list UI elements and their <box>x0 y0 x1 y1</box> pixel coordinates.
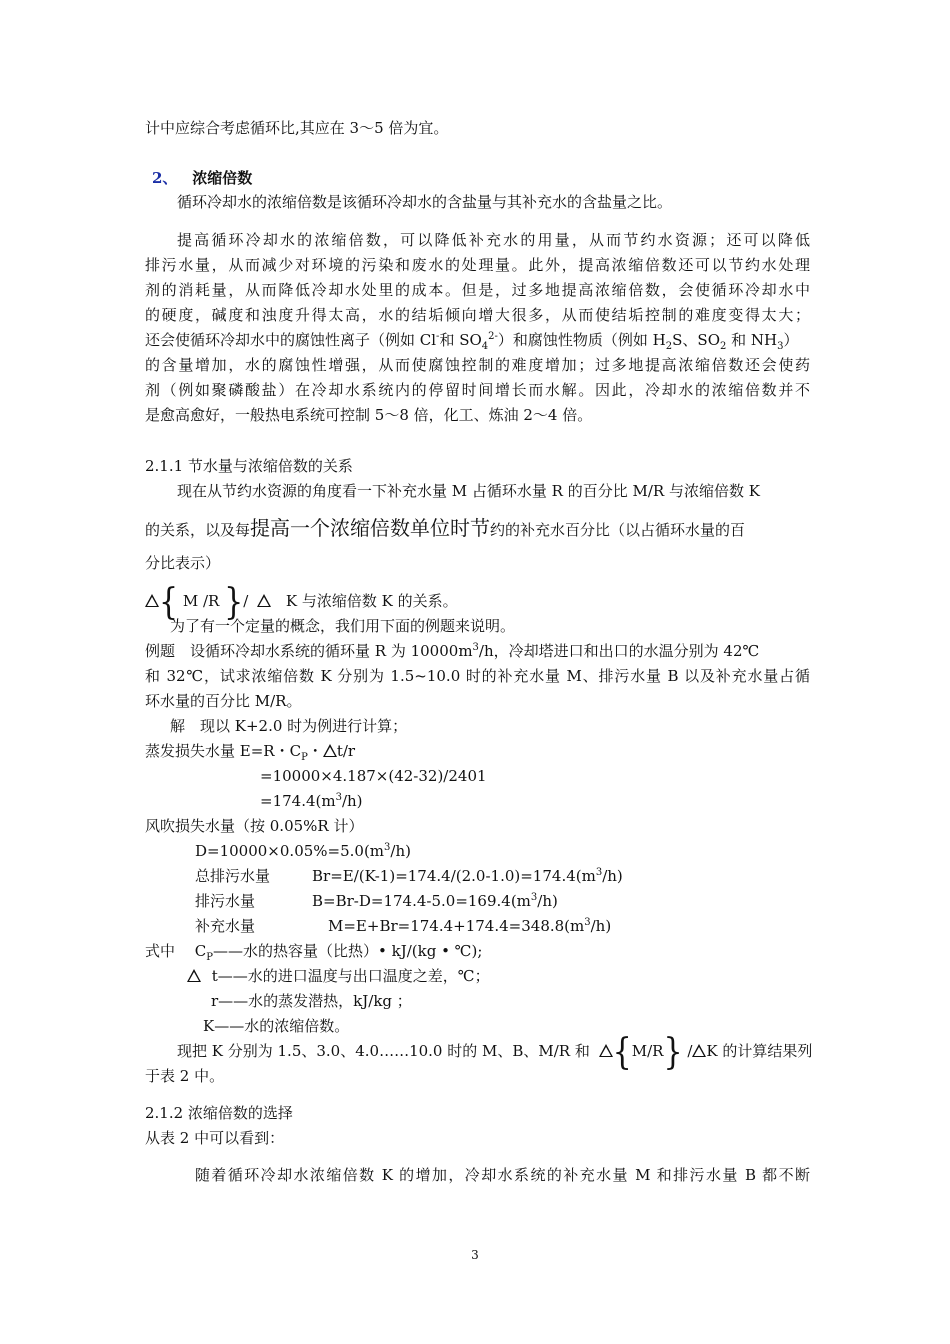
subscript: P <box>301 752 308 763</box>
subsection-heading: 2.1.1 节水量与浓缩倍数的关系 <box>145 457 353 475</box>
text-run: S、SO <box>672 331 720 349</box>
text-line: 从表 2 中可以看到： <box>145 1129 285 1147</box>
superscript: 2- <box>488 331 498 342</box>
text-run: /h) <box>537 892 558 910</box>
text-run: /h) <box>341 792 363 810</box>
text-run: 例题 设循环冷却水系统的循环量 R 为 10000m <box>145 642 473 660</box>
delta-icon <box>692 1044 706 1057</box>
text-run: Br=E/(K-1)=174.4/(2.0-1.0)=174.4(m <box>312 867 596 885</box>
section-title: 浓缩倍数 <box>192 169 253 187</box>
formula-ratio: M /R <box>182 592 220 610</box>
text-line <box>145 518 810 540</box>
formula-line: =10000×4.187×(42-32)/2401 <box>260 767 487 785</box>
text-line: 排污水量，从而减少对环境的污染和废水的处理量。此外，提高浓缩倍数还可以节约水处理 <box>145 256 810 274</box>
text-line <box>187 966 852 986</box>
text-line: 循环冷却水的浓缩倍数是该循环冷却水的含盐量与其补充水的含盐量之比。 <box>177 193 673 211</box>
formula-ratio: M/R <box>631 1042 664 1060</box>
right-bracket-icon: } <box>663 1031 683 1074</box>
formula-line <box>195 891 860 911</box>
section-number: 2、 <box>152 169 178 187</box>
delta-icon <box>599 1044 613 1057</box>
superscript: 3 <box>335 792 342 803</box>
formula-line <box>195 866 860 886</box>
superscript: 3 <box>384 842 391 853</box>
subscript: P <box>206 952 213 963</box>
formula-line <box>260 791 925 811</box>
text-run: M=E+Br=174.4+174.4=348.8(m <box>328 917 585 935</box>
text-line: 计中应综合考虑循环比,其应在 3～5 倍为宜。 <box>145 119 449 137</box>
text-line: 于表 2 中。 <box>145 1067 225 1085</box>
text-line: 分比表示） <box>145 554 221 572</box>
text-run: ——水的热容量（比热）• kJ/(kg • ℃); <box>212 942 483 960</box>
superscript: 3 <box>584 917 591 928</box>
subscript: 3 <box>777 341 784 352</box>
page-number: 3 <box>471 1248 479 1262</box>
text-line: 的硬度，碱度和浊度升得太高，水的结垢倾向增大很多，从而使结垢控制的难度变得太大； <box>145 306 810 324</box>
text-line: 剂的消耗量，从而降低冷却水处里的成本。但是，过多地提高浓缩倍数，会使循环冷却水中 <box>145 281 810 299</box>
delta-icon <box>323 744 337 757</box>
text-line: 提高循环冷却水的浓缩倍数，可以降低补充水的用量，从而节约水资源；还可以降低 <box>177 231 810 249</box>
superscript: - <box>436 331 440 342</box>
formula-slash: / <box>687 1042 693 1060</box>
text-run: ）和腐蚀性物质（例如 H <box>497 331 666 349</box>
text-line: 现在从节约水资源的角度看一下补充水量 M 占循环水量 R 的百分比 M/R 与浓缩倍数 K <box>177 482 760 500</box>
right-bracket-icon: } <box>224 581 244 624</box>
text-run: 现把 K 分别为 1.5、3.0、4.0……10.0 时的 M、B、M/R 和 <box>177 1042 590 1060</box>
subscript: 2 <box>665 341 673 352</box>
text-run: /h) <box>602 867 623 885</box>
text-run: 约的补充水百分比（以占循环水量的百 <box>490 521 746 539</box>
text-line: 剂（例如聚磷酸盐）在冷却水系统内的停留时间增长而水解。因此，冷却水的浓缩倍数并不 <box>145 381 810 399</box>
text-run: ） <box>783 331 799 349</box>
text-run: 和 NH <box>726 331 778 349</box>
text-run: /h) <box>390 842 411 860</box>
superscript: 3 <box>595 867 603 878</box>
text-run: D=10000×0.05%=5.0(m <box>195 842 385 860</box>
text-line <box>145 330 810 350</box>
text-run: 式中 C <box>145 942 207 960</box>
superscript: 3 <box>472 642 479 653</box>
text-run: 的关系，以及每 <box>145 521 251 539</box>
text-line: 随着循环冷却水浓缩倍数 K 的增加，冷却水系统的补充水量 M 和排污水量 B 都不断 <box>195 1166 810 1184</box>
formula-slash: / <box>243 592 249 610</box>
left-bracket-icon: { <box>612 1031 632 1074</box>
text-line: 是愈高愈好，一般热电系统可控制 5～8 倍，化工、炼油 2～4 倍。 <box>145 406 593 424</box>
text-run: 和 SO <box>439 331 482 349</box>
text-run: ・ <box>307 742 323 760</box>
subscript: 4 <box>481 341 489 352</box>
text-line: r——水的蒸发潜热，kJ/kg ； <box>211 992 412 1010</box>
text-run: =174.4(m <box>260 792 336 810</box>
text-line: 和 32℃，试求浓缩倍数 K 分别为 1.5~10.0 时的补充水量 M、排污水量 B 以及补充水量占循 <box>145 667 810 685</box>
text-run: K 的计算结果列 <box>706 1042 813 1060</box>
text-run: B=Br-D=174.4-5.0=169.4(m <box>312 892 531 910</box>
text-line: K——水的浓缩倍数。 <box>203 1017 350 1035</box>
text-run: 还会使循环冷却水中的腐蚀性离子（例如 Cl <box>145 331 437 349</box>
subsection-heading: 2.1.2 浓缩倍数的选择 <box>145 1104 293 1122</box>
formula-label: 排污水量 <box>195 892 256 910</box>
subscript: 2 <box>720 341 727 352</box>
enlarged-text: 提高一个浓缩倍数单位时节 <box>250 516 491 540</box>
formula-label: 总排污水量 <box>195 867 271 885</box>
section-heading <box>152 168 817 188</box>
formula-line <box>145 581 810 624</box>
formula-line <box>195 916 860 936</box>
text-line: 解 现以 K+2.0 时为例进行计算； <box>170 717 408 735</box>
text-line <box>145 641 810 661</box>
text-line <box>145 941 810 961</box>
text-line <box>177 1031 813 1074</box>
left-bracket-icon: { <box>159 581 179 624</box>
text-run: t/r <box>336 742 356 760</box>
delta-icon <box>257 594 271 607</box>
formula-text: K 与浓缩倍数 K 的关系。 <box>285 592 458 610</box>
text-run: /h，冷却塔进口和出口的水温分别为 42℃ <box>478 642 760 660</box>
delta-icon <box>187 969 201 982</box>
delta-icon <box>145 594 159 607</box>
text-line: 风吹损失水量（按 0.05%R 计） <box>145 817 364 835</box>
formula-label: 补充水量 <box>195 917 256 935</box>
superscript: 3 <box>530 892 538 903</box>
text-run: t——水的进口温度与出口温度之差，℃； <box>211 967 490 985</box>
formula-line <box>145 741 810 761</box>
formula-line <box>195 841 860 861</box>
text-run: 蒸发损失水量 E=R・C <box>145 742 302 760</box>
text-run: /h) <box>590 917 612 935</box>
text-line: 为了有一个定量的概念，我们用下面的例题来说明。 <box>170 617 516 635</box>
text-line: 环水量的百分比 M/R。 <box>145 692 302 710</box>
text-line: 的含量增加，水的腐蚀性增强，从而使腐蚀控制的难度增加；过多地提高浓缩倍数还会使药 <box>145 356 810 374</box>
